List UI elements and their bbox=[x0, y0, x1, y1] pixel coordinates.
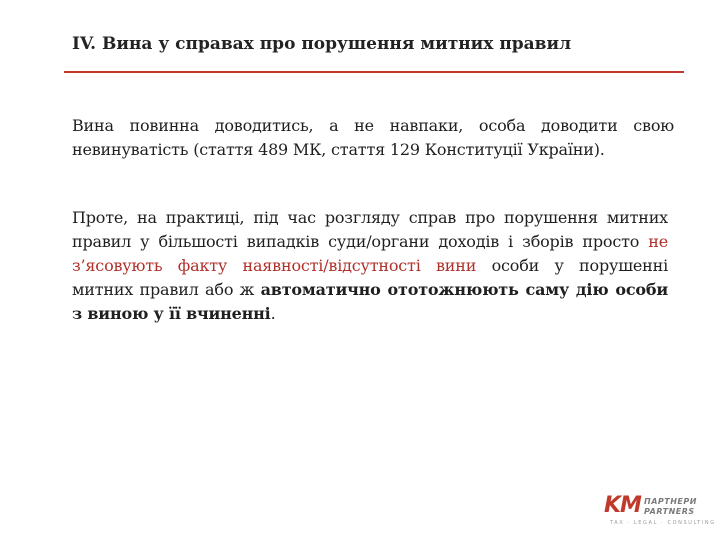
logo-tagline: TAX · LEGAL · CONSULTING bbox=[610, 520, 716, 526]
slide-title: IV. Вина у справах про порушення митних правил bbox=[72, 34, 572, 54]
paragraph-presumption: Вина повинна доводитись, а не навпаки, особа доводити свою невинуватість (стаття 489 МК, стаття 129 Конституції України). bbox=[72, 116, 674, 159]
paragraph-practice-text-2: особи у порушенні митних правил або ж bbox=[72, 256, 668, 299]
paragraph-practice-highlight: не з’ясовують факту наявності/відсутності вини bbox=[72, 232, 668, 275]
paragraph-practice bbox=[72, 206, 668, 326]
company-logo bbox=[604, 493, 716, 530]
logo-name-en: PARTNERS bbox=[644, 507, 695, 516]
logo-km-mark: KM bbox=[604, 493, 641, 518]
paragraph-practice-text-1: Проте, на практиці, під час розгляду справ про порушення митних правил у більшості випадків суди/органи доходів і зборів просто bbox=[72, 208, 668, 251]
title-divider bbox=[64, 71, 684, 73]
logo-name-ua: ПАРТНЕРИ bbox=[644, 497, 697, 506]
paragraph-practice-bold: автоматично ототожнюють саму дію особи з виною у її вчиненні bbox=[72, 280, 668, 323]
paragraph-practice-end: . bbox=[270, 304, 276, 323]
